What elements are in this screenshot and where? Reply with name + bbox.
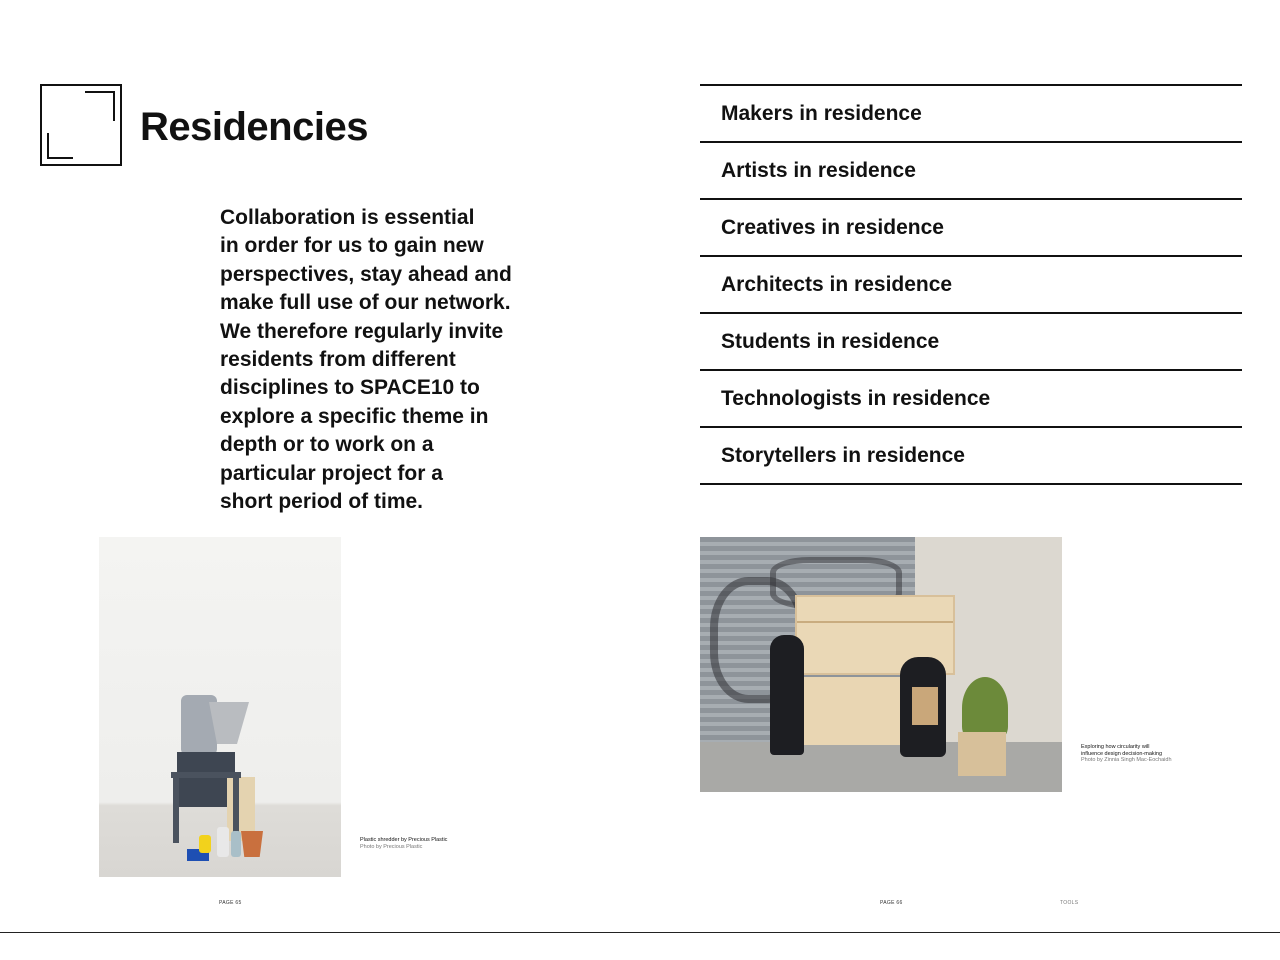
photo1-caption	[360, 837, 447, 850]
section-label: TOOLS	[1060, 900, 1079, 906]
photo2-caption-line1: Exploring how circularity will	[1081, 744, 1150, 750]
terracotta-pot	[241, 831, 263, 857]
intro-paragraph: Collaboration is essential in order for us to gain new perspectives, stay ahead and make full use of our network. We therefore regularly invite residents from different disciplines to SPACE10 to explore a specific theme in depth or to work on a particular project for a short period of time.	[220, 206, 512, 514]
residency-item-creatives[interactable]: Creatives in residence	[700, 200, 1242, 257]
residency-item-storytellers[interactable]: Storytellers in residence	[700, 428, 1242, 485]
pavement	[700, 742, 1062, 792]
residency-list	[700, 84, 1242, 485]
page-number-right: PAGE 66	[880, 900, 903, 906]
page-number-left: PAGE 65	[219, 900, 242, 906]
white-bottle	[217, 827, 229, 857]
residency-item-architects[interactable]: Architects in residence	[700, 257, 1242, 314]
planter-box	[958, 732, 1006, 776]
bottom-divider	[0, 932, 1280, 933]
photo2-caption-credit: Photo by Zinnia Singh Mac-Eochaidh	[1081, 757, 1172, 763]
space10-logo	[40, 84, 122, 166]
shredder-leg	[173, 777, 179, 843]
photo1-caption-credit: Photo by Precious Plastic	[360, 843, 423, 850]
plastic-shredder-photo	[99, 537, 341, 877]
logo-corner-top-right	[85, 91, 115, 121]
residency-item-artists[interactable]: Artists in residence	[700, 143, 1242, 200]
photo2-caption-line2: influence design decision-making	[1081, 750, 1163, 757]
residency-item-makers[interactable]: Makers in residence	[700, 86, 1242, 143]
shredder-frame	[171, 772, 241, 778]
grey-bottle	[231, 831, 241, 857]
plant	[962, 677, 1008, 739]
workshop-photo	[700, 537, 1062, 792]
photo1-caption-title: Plastic shredder by Precious Plastic	[360, 837, 448, 843]
residency-item-technologists[interactable]: Technologists in residence	[700, 371, 1242, 428]
person-figure	[770, 635, 804, 755]
shelf-board	[797, 621, 953, 623]
logo-corner-bottom-left	[47, 133, 73, 159]
apron	[912, 687, 938, 725]
photo2-caption	[1081, 744, 1177, 764]
page-title: Residencies	[140, 105, 368, 149]
yellow-bottle	[199, 835, 211, 853]
residency-item-students[interactable]: Students in residence	[700, 314, 1242, 371]
